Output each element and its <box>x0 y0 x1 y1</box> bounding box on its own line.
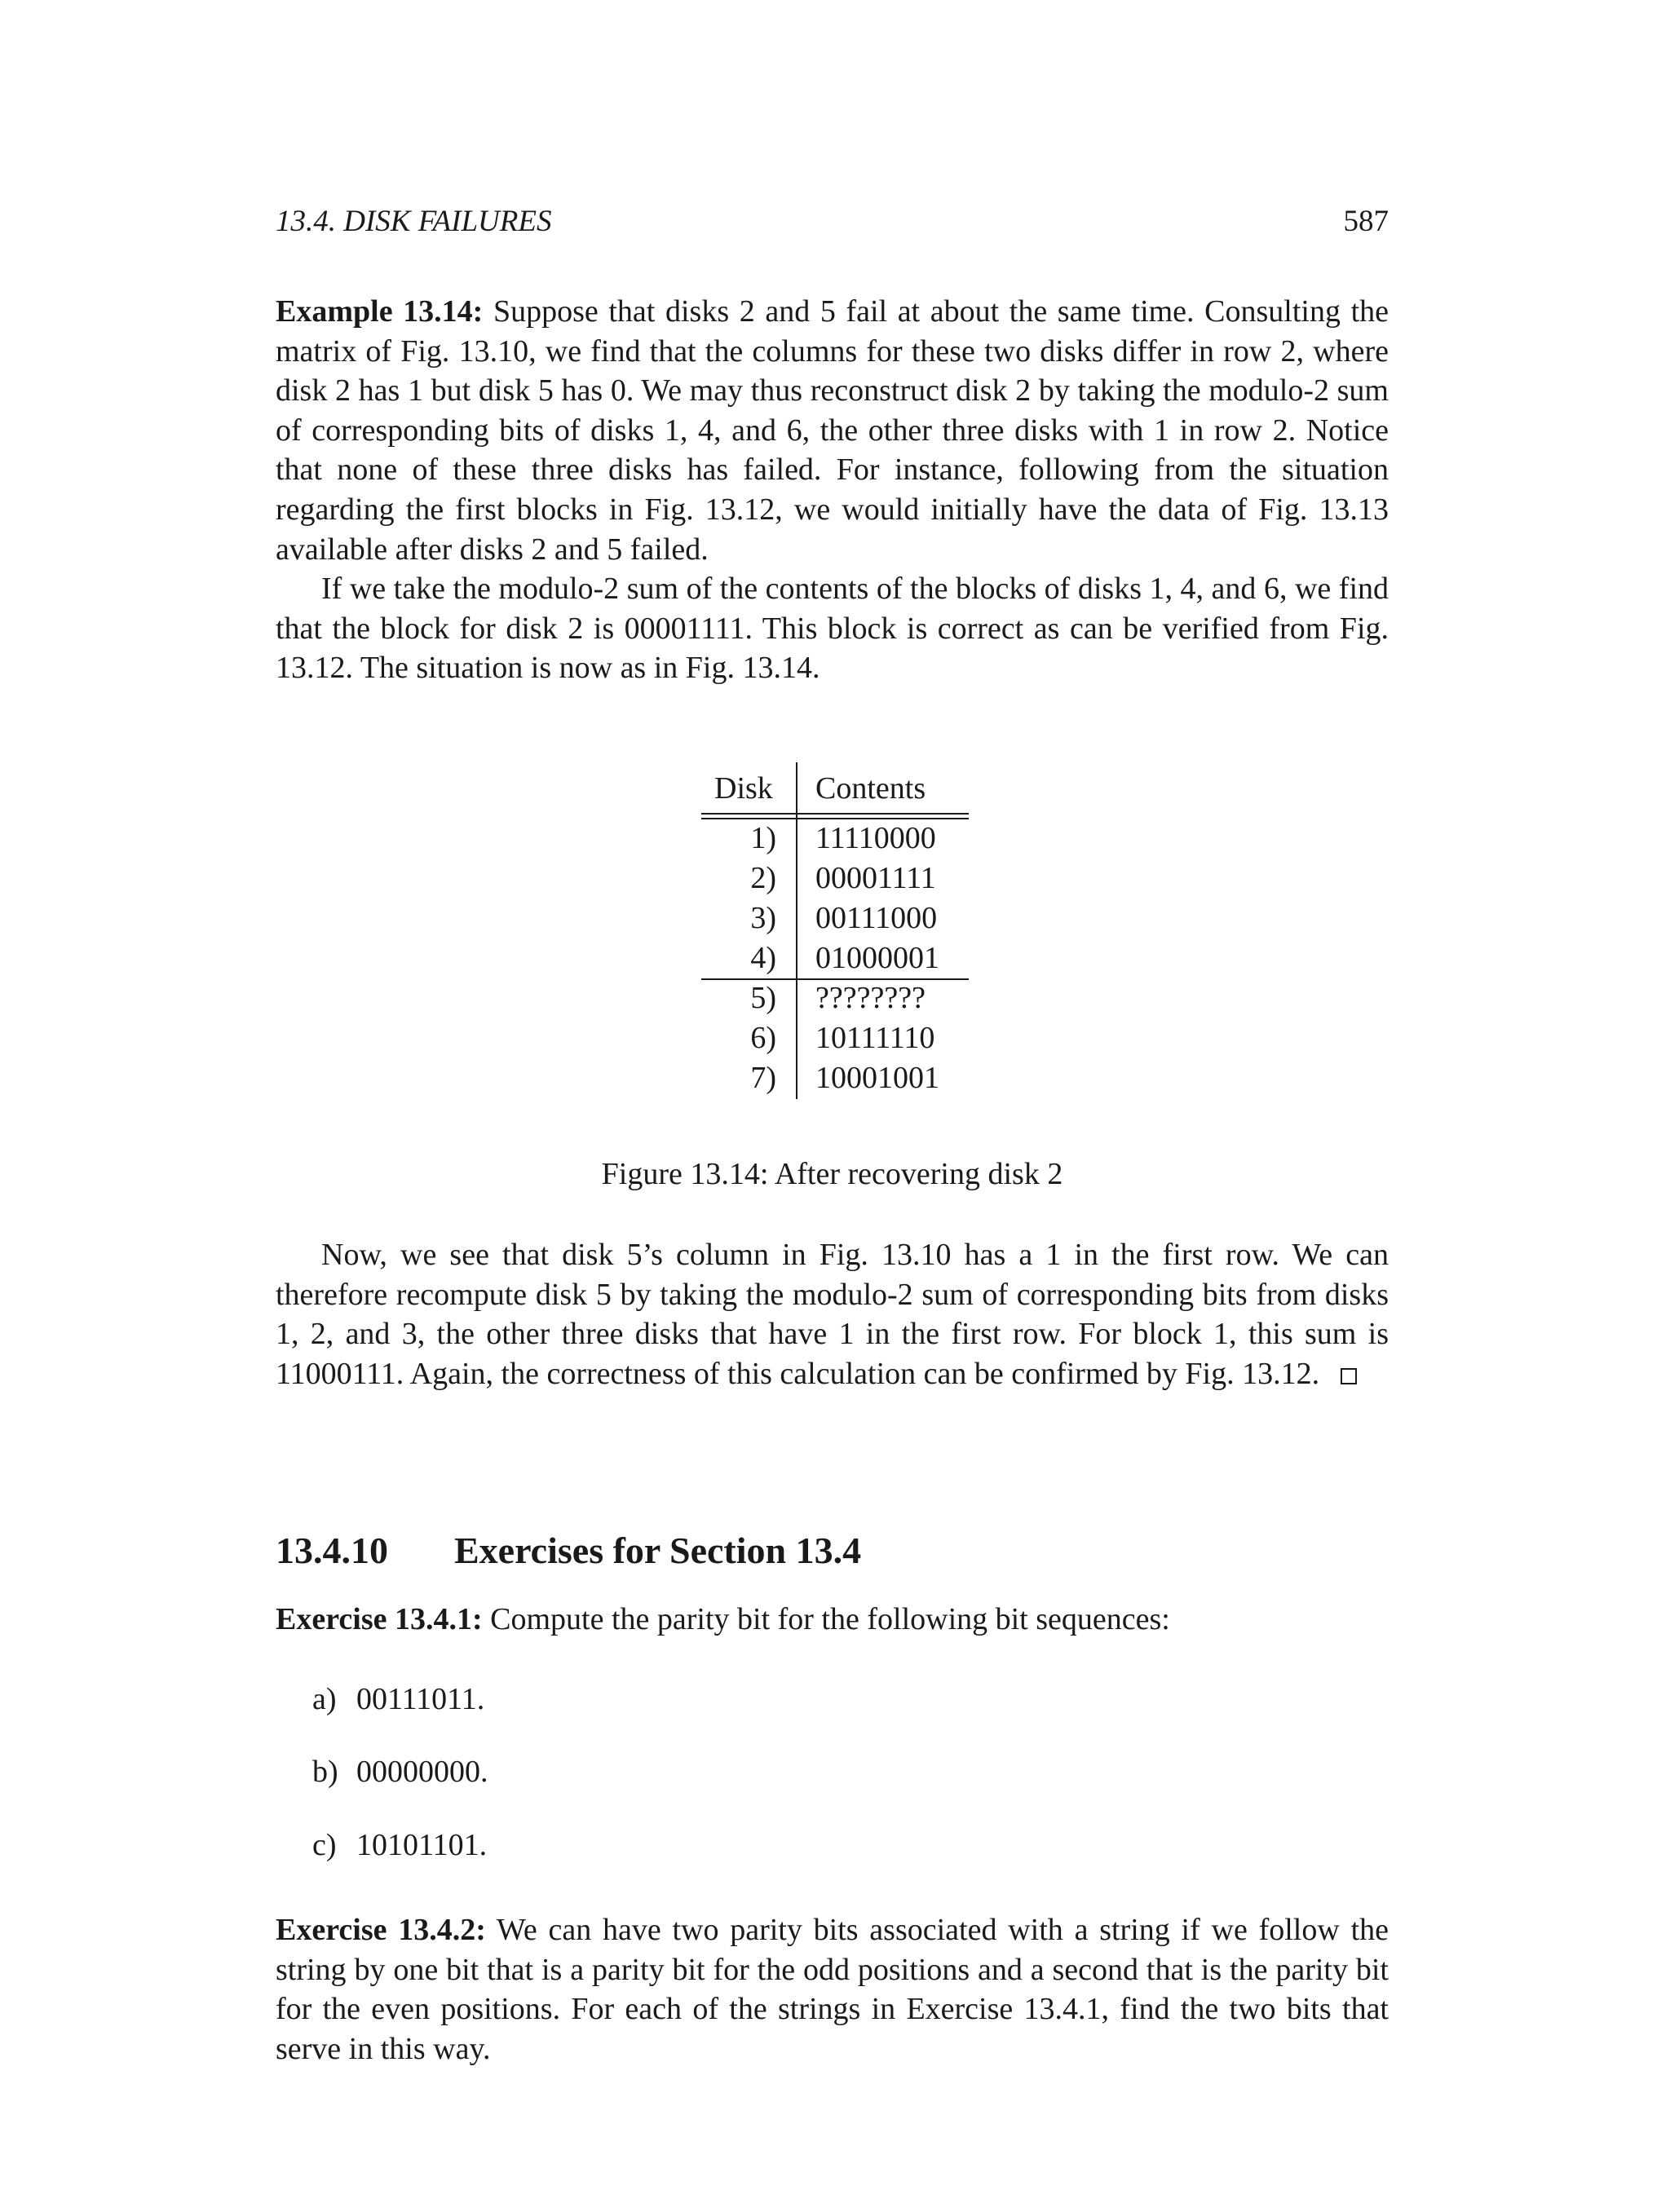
disk-number: 2) <box>750 861 776 895</box>
disk-number: 3) <box>750 901 776 935</box>
disk-contents: ???????? <box>815 981 926 1015</box>
table-row <box>701 900 969 940</box>
disk-number: 1) <box>750 821 776 855</box>
table-header-rule-2 <box>701 818 969 819</box>
table-header-disk: Disk <box>714 771 773 806</box>
exercise-1-text: Compute the parity bit for the following bit sequences: <box>490 1602 1170 1636</box>
disk-contents: 10111110 <box>815 1021 935 1055</box>
disk-number: 7) <box>750 1061 776 1095</box>
running-header <box>276 204 1389 245</box>
table-row <box>701 860 969 900</box>
example-paragraph-2: If we take the modulo-2 sum of the contents of the blocks of disks 1, 4, and 6, we find that the block for disk 2 is 00001111. This block is correct as can be verified from Fig. 13.12. The situation is now as in Fig. 13.14. <box>276 572 1389 686</box>
figure-13-14-table <box>701 762 979 1105</box>
running-head-title: 13.4. DISK FAILURES <box>276 205 552 238</box>
example-13-14 <box>276 292 1389 688</box>
exercise-1-label: Exercise 13.4.1: <box>276 1602 483 1636</box>
example-label: Example 13.14: <box>276 294 484 329</box>
table-row <box>701 820 969 860</box>
list-item-label: b) <box>312 1755 338 1789</box>
list-item-label: c) <box>312 1828 337 1862</box>
exercise-2-label: Exercise 13.4.2: <box>276 1913 486 1947</box>
table-header-contents: Contents <box>815 771 926 806</box>
table-header-rule-1 <box>701 813 969 815</box>
figure-caption: Figure 13.14: After recovering disk 2 <box>601 1157 1063 1191</box>
table-row <box>701 1020 969 1060</box>
exercise-1-statement <box>276 1600 1389 1640</box>
exercise-2-statement <box>276 1910 1389 2069</box>
disk-contents: 01000001 <box>815 941 939 975</box>
table-row <box>701 1060 969 1100</box>
exercise-13-4-2 <box>276 1910 1389 2069</box>
end-of-proof-icon <box>1341 1368 1357 1384</box>
disk-number: 4) <box>750 941 776 975</box>
table-row <box>701 980 969 1020</box>
section-number: 13.4.10 <box>276 1530 388 1571</box>
table-row <box>701 940 969 980</box>
example-paragraph-1 <box>276 292 1389 569</box>
disk-contents: 10001001 <box>815 1061 939 1095</box>
example-text-1: Suppose that disks 2 and 5 fail at about the same time. Consulting the matrix of Fig. 13.10, we find that the columns for these two disks differ in row 2, where disk 2 has 1 but disk 5 has 0. We may thus reconstruct disk 2 by taking the modulo-2 sum of corresponding bits of disks 1, 4, and 6, the other three disks with 1 in row 2. Notice that none of these three disks has failed. For instance, following from the situation regarding the first blocks in Fig. 13.12, we would initially have the data of Fig. 13.13 available after disks 2 and 5 failed. <box>276 294 1389 567</box>
exercise-2-text: We can have two parity bits associated with a string if we follow the string by one bit that is a parity bit for the odd positions and a second that is the parity bit for the even positions. For each of the strings in Exercise 13.4.1, find the two bits that serve in this way. <box>276 1913 1389 2066</box>
page-number: 587 <box>1343 205 1389 238</box>
disk-contents: 11110000 <box>815 821 936 855</box>
example-text-3: Now, we see that disk 5’s column in Fig. 13.10 has a 1 in the first row. We can therefore recompute disk 5 by taking the modulo-2 sum of corresponding bits from disks 1, 2, and 3, the other three disks that have 1 in the first row. For block 1, this sum is 11000111. Again, the correctness of this calculation can be confirmed by Fig. 13.12. <box>276 1238 1389 1391</box>
list-item-label: a) <box>312 1682 337 1716</box>
example-conclusion <box>276 1235 1389 1393</box>
list-item-text: 00111011. <box>356 1682 485 1716</box>
section-title: Exercises for Section 13.4 <box>454 1530 862 1571</box>
exercise-13-4-1 <box>276 1600 1389 1640</box>
list-item-text: 10101101. <box>356 1828 488 1862</box>
list-item <box>312 1754 488 1790</box>
section-heading <box>276 1529 861 1572</box>
disk-number: 5) <box>750 981 776 1015</box>
disk-contents: 00111000 <box>815 901 938 935</box>
list-item <box>312 1827 487 1863</box>
example-paragraph-3 <box>276 1235 1389 1393</box>
disk-number: 6) <box>750 1021 776 1055</box>
list-item <box>312 1681 484 1717</box>
disk-contents: 00001111 <box>815 861 936 895</box>
list-item-text: 00000000. <box>356 1755 488 1789</box>
